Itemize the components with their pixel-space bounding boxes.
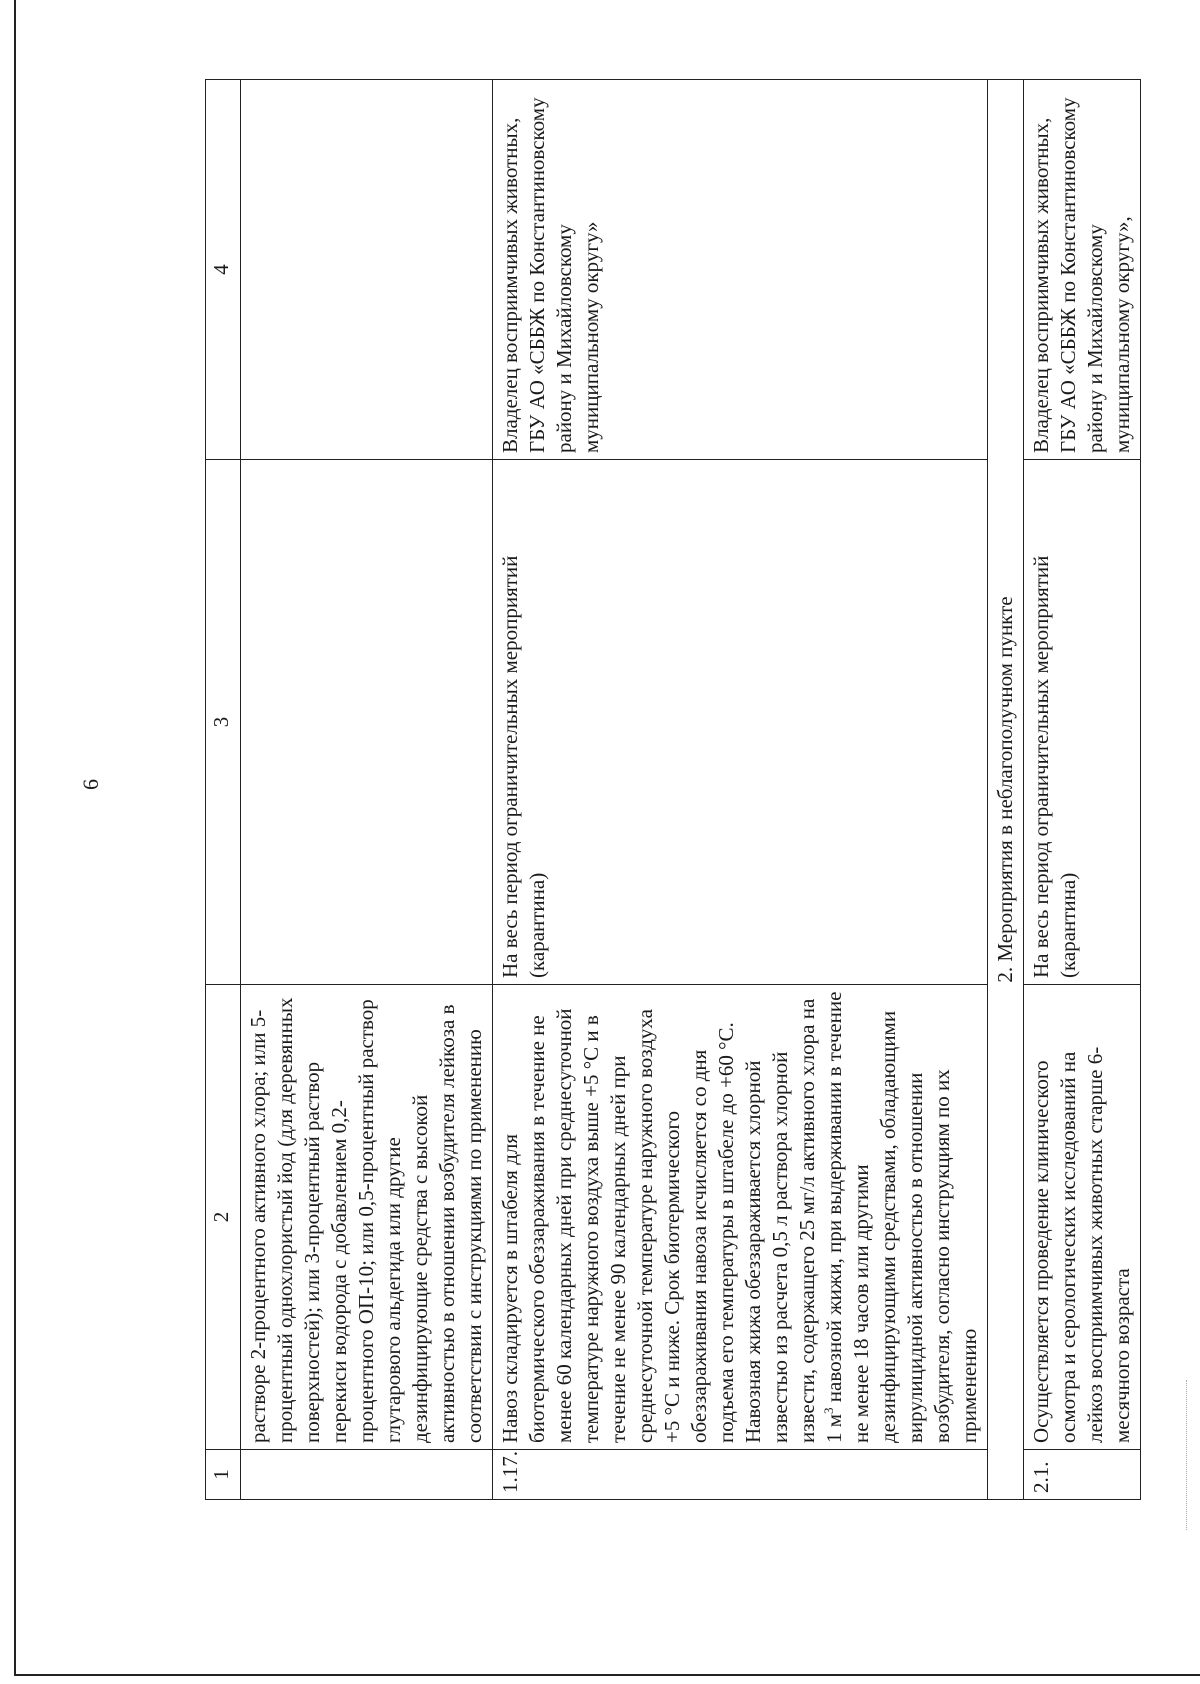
superscript-3: 3 bbox=[821, 1407, 836, 1414]
responsible-text: Владелец восприимчивых животных, ГБУ АО «СББЖ по Константиновскому району и Михайловскому муниципальному округу» bbox=[493, 80, 988, 460]
table-row bbox=[241, 80, 493, 1500]
column-number-row bbox=[206, 80, 241, 1500]
rotated-table-frame bbox=[205, 80, 1134, 1500]
scan-border-bottom bbox=[14, 1674, 1200, 1676]
column-header: 3 bbox=[206, 460, 241, 985]
responsible-text bbox=[241, 80, 493, 460]
row-number: 2.1. bbox=[1024, 1450, 1141, 1500]
period-text: На весь период ограничительных мероприятий (карантина) bbox=[1024, 460, 1141, 985]
scan-border-left bbox=[14, 0, 16, 1676]
measure-text-part: навозной жижи, при выдерживании в течение не менее 18 часов или другими дезинфицирующими средствами, обладающими вирулицидной активностью в отношении возбудителя, согласно инструкциям по их применению bbox=[822, 991, 981, 1443]
section-title: 2. Мероприятия в неблагополучном пункте bbox=[988, 80, 1024, 1500]
period-text: На весь период ограничительных мероприятий (карантина) bbox=[493, 460, 988, 985]
measure-text bbox=[493, 985, 988, 1450]
measure-text: Осуществляется проведение клинического осмотра и серологических исследований на лейкоз восприимчивых животных старше 6-месячного возраста bbox=[1024, 985, 1141, 1450]
column-header: 4 bbox=[206, 80, 241, 460]
row-number: 1.17. bbox=[493, 1450, 988, 1500]
column-header: 2 bbox=[206, 985, 241, 1450]
measure-text: растворе 2-процентного активного хлора; или 5-процентный однохлористый йод (для деревянных поверхностей); или 3-процентный раствор перекиси водорода с добавлением 0,2-процентного ОП-10; или 0,5-процентный раствор глутарового альдегида или другие дезинфицирующие средства с высокой активностью в отношении возбудителя лейкоза в соответствии с инструкциями по применению bbox=[241, 985, 493, 1450]
page-number: 6 bbox=[78, 779, 103, 790]
period-text bbox=[241, 460, 493, 985]
section-row bbox=[988, 80, 1024, 1500]
measures-table bbox=[205, 79, 1141, 1500]
row-number bbox=[241, 1450, 493, 1500]
responsible-text: Владелец восприимчивых животных, ГБУ АО «СББЖ по Константиновскому району и Михайловскому муниципальному округу», bbox=[1024, 80, 1141, 460]
column-header: 1 bbox=[206, 1450, 241, 1500]
measure-text-part: Навоз складируется в штабеля для биотермического обеззараживания в течение не менее 60 календарных дней при среднесуточной температуре наружного воздуха выше +5 °С и в течение не менее 90 календарных дней при среднесуточной температуре наружного воздуха +5 °С и ниже. Срок биотермического обеззараживания навоза исчисляется со дня подъема его температуры в штабеле до +60 °С. Навозная жижа обеззараживается хлорной известью из расчета 0,5 л раствора хлорной извести, содержащего 25 мг/л активного хлора на 1 м bbox=[498, 998, 846, 1443]
table-row bbox=[1024, 80, 1141, 1500]
scan-artifact bbox=[1186, 1380, 1189, 1530]
table-row bbox=[493, 80, 988, 1500]
